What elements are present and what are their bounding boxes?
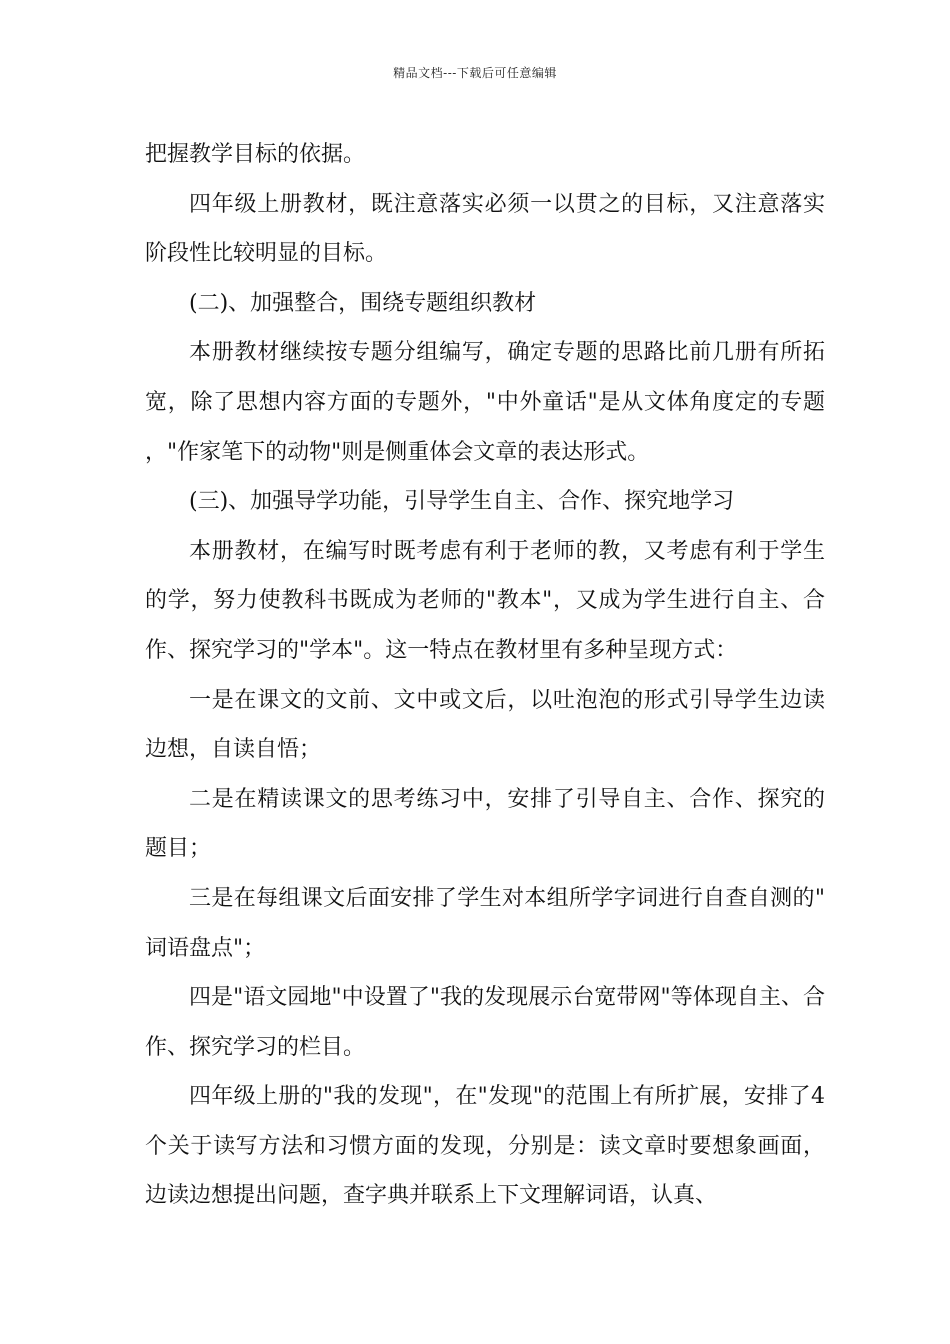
document-body bbox=[145, 130, 825, 1221]
list-item-2: 二是在精读课文的思考练习中，安排了引导自主、合作、探究的题目； bbox=[145, 786, 825, 862]
page-header: 精品文档---下载后可任意编辑 bbox=[393, 66, 557, 80]
list-item-1: 一是在课文的文前、文中或文后，以吐泡泡的形式引导学生边读边想，自读自悟； bbox=[145, 687, 825, 763]
list-item-3: 三是在每组课文后面安排了学生对本组所学字词进行自查自测的"词语盘点"； bbox=[145, 885, 825, 961]
paragraph-3: 本册教材继续按专题分组编写，确定专题的思路比前几册有所拓宽，除了思想内容方面的专题外，"中外童话"是从文体角度定的专题，"作家笔下的动物"则是侧重体会文章的表达形式。 bbox=[145, 340, 825, 465]
paragraph-4: 本册教材，在编写时既考虑有利于老师的教，又考虑有利于学生的学，努力使教科书既成为老师的"教本"，又成为学生进行自主、合作、探究学习的"学本"。这一特点在教材里有多种呈现方式： bbox=[145, 538, 825, 663]
section-heading-2: (二)、加强整合，围绕专题组织教材 bbox=[189, 290, 537, 316]
paragraph-2: 四年级上册教材，既注意落实必须一以贯之的目标，又注意落实阶段性比较明显的目标。 bbox=[145, 191, 825, 267]
paragraph-1: 把握教学目标的依据。 bbox=[145, 142, 366, 167]
list-item-4: 四是"语文园地"中设置了"我的发现展示台宽带网"等体现自主、合作、探究学习的栏目。 bbox=[145, 985, 825, 1060]
section-heading-3: (三)、加强导学功能，引导学生自主、合作、探究地学习 bbox=[189, 489, 735, 515]
paragraph-5: 四年级上册的"我的发现"，在"发现"的范围上有所扩展，安排了4个关于读写方法和习惯方面的发现，分别是：读文章时要想象画面，边读边想提出问题，查字典并联系上下文理解词语，认真、 bbox=[145, 1084, 825, 1209]
